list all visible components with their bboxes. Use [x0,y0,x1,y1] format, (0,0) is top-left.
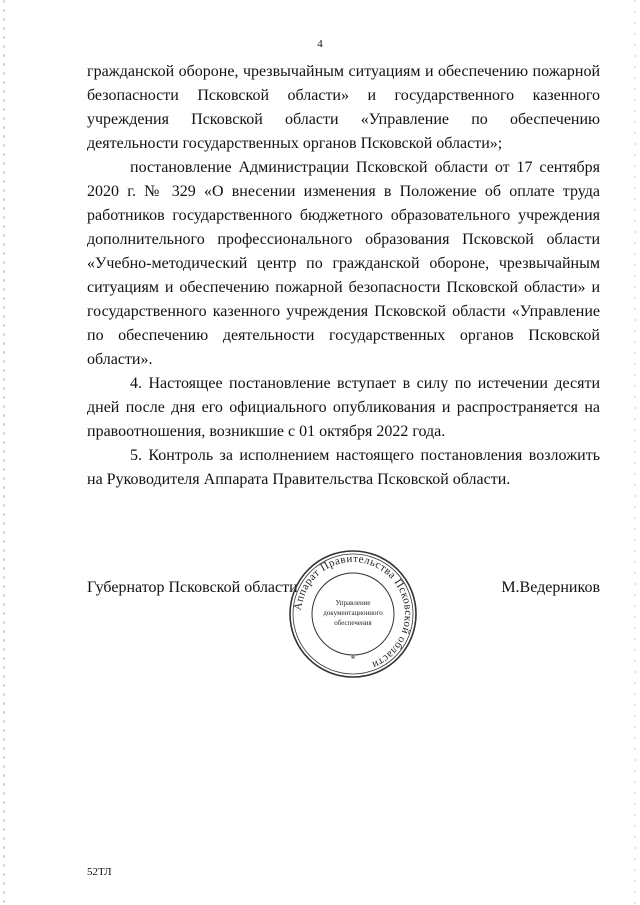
page-number: 4 [317,38,323,50]
official-seal-stamp [287,548,419,680]
seal-inner-line-2: документационного [323,609,383,617]
seal-outer-text: Аппарат Правительства Псковской области [292,552,415,672]
document-body [87,60,600,492]
svg-text:*: * [350,654,356,664]
seal-inner-line-3: обеспечения [334,619,372,627]
paragraph-continuation: гражданской обороне, чрезвычайным ситуациям и обеспечению пожарной безопасности Псковской области» и государственного казенного учреждения Псковской области «Управление по обеспечению деятельности государственных органов Псковской области»; [87,63,600,152]
signatory-position: Губернатор Псковской области [87,579,298,596]
paragraph-resolution-reference: постановление Администрации Псковской области от 17 сентября 2020 г. № 329 «О внесении изменения в Положение об оплате труда работников государственного бюджетного образовательного учреждения дополнительного профессионального образования Псковской области «Учебно-методический центр по гражданской обороне, чрезвычайным ситуациям и обеспечению пожарной безопасности Псковской области» и государственного казенного учреждения Псковской области «Управление по обеспечению деятельности государственных органов Псковской области». [87,159,600,368]
scan-edge-left [3,0,5,905]
footer-code: 52ТЛ [87,866,112,878]
seal-inner-line-1: Управление [335,599,371,607]
paragraph-item-5: 5. Контроль за исполнением настоящего постановления возложить на Руководителя Аппарата Правительства Псковской области. [87,447,600,488]
paragraph-item-4: 4. Настоящее постановление вступает в силу по истечении десяти дней после дня его официального опубликования и распространяется на правоотношения, возникшие с 01 октября 2022 года. [87,375,600,440]
scan-edge-right [634,0,636,905]
signatory-name: М.Ведерников [501,579,600,596]
